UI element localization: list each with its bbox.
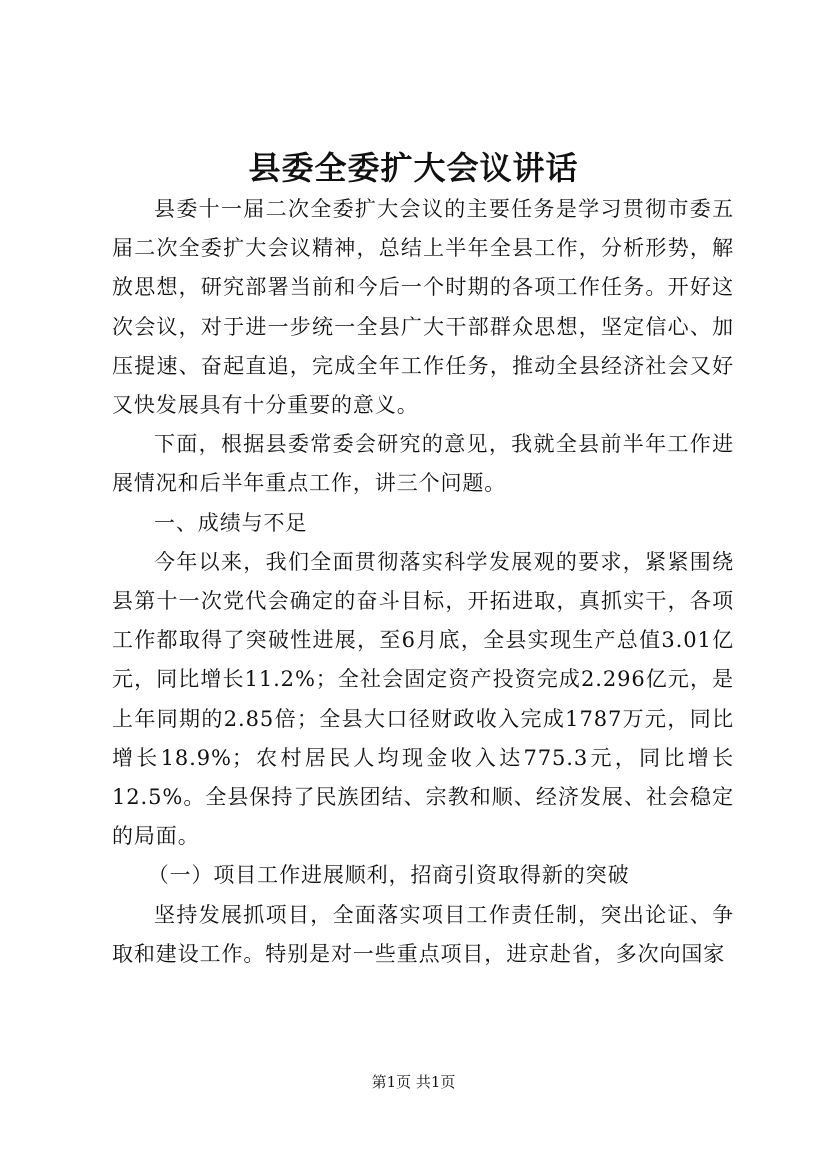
document-body <box>112 190 734 974</box>
subsection-heading-projects: （一）项目工作进展顺利，招商引资取得新的突破 <box>147 863 630 888</box>
paragraph-intro: 县委十一届二次全委扩大会议的主要任务是学习贯彻市委五届二次全委扩大会议精神，总结上半年全县工作，分析形势，解放思想，研究部署当前和今后一个时期的各项工作任务。开好这次会议，对于进一步统一全县广大干部群众思想，坚定信心、加压提速、奋起直追，完成全年工作任务，推动全县经济社会又好又快发展具有十分重要的意义。 <box>112 197 734 418</box>
paragraph-projects: 坚持发展抓项目，全面落实项目工作责任制，突出论证、争取和建设工作。特别是对一些重点项目，进京赴省，多次向国家 <box>112 902 734 966</box>
page-number-footer: 第1页 共1页 <box>371 1073 456 1091</box>
section-heading-achievements: 一、成绩与不足 <box>154 510 308 535</box>
document-title: 县委全委扩大会议讲话 <box>248 149 579 187</box>
paragraph-achievements: 今年以来，我们全面贯彻落实科学发展观的要求，紧紧围绕县第十一次党代会确定的奋斗目标，开拓进取，真抓实干，各项工作都取得了突破性进展，至6月底，全县实现生产总值3.01亿元，同比增长11.2%；全社会固定资产投资完成2.296亿元，是上年同期的2.85倍；全县大口径财政收入完成1787万元，同比增长18.9%；农村居民人均现金收入达775.3元，同比增长12.5%。全县保持了民族团结、宗教和顺、经济发展、社会稳定的局面。 <box>112 549 734 849</box>
paragraph-outline: 下面，根据县委常委会研究的意见，我就全县前半年工作进展情况和后半年重点工作，讲三个问题。 <box>112 432 734 496</box>
